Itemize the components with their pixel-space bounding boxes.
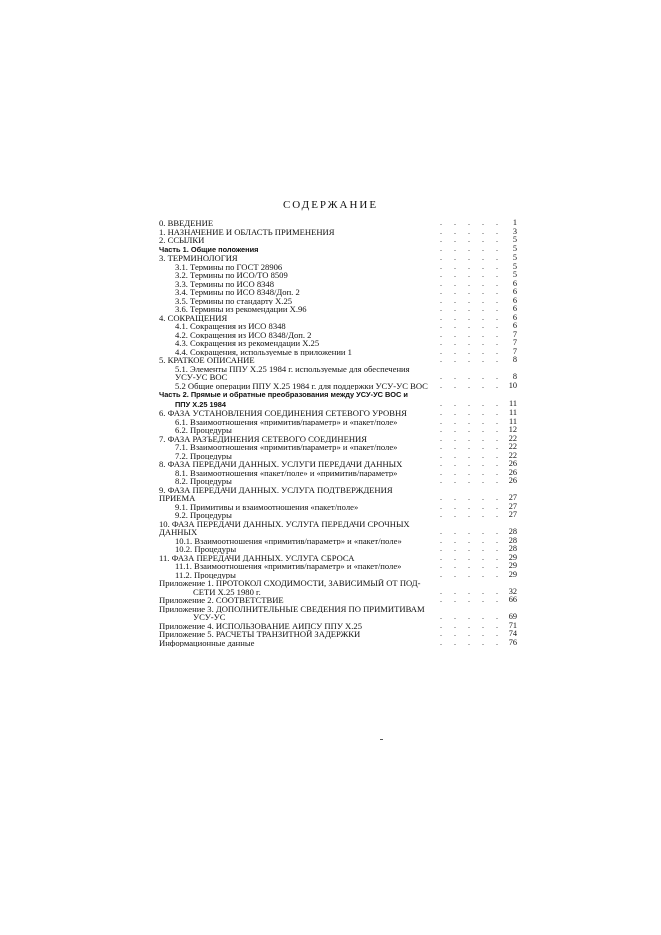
toc-entry-title: 3.4. Термины по ИСО 8348/Доп. 2 — [175, 288, 300, 297]
toc-entry — [159, 219, 517, 228]
toc-entry-page: 29 — [508, 562, 517, 570]
leader-dots: . . . . . — [440, 356, 503, 364]
toc-entry-title: 9. ФАЗА ПЕРЕДАЧИ ДАННЫХ. УСЛУГА ПОДТВЕРЖДЕНИЯ — [159, 485, 393, 494]
toc-entry-title: Часть 1. Общие положения — [159, 244, 259, 254]
toc-entry — [159, 331, 517, 340]
toc-entry-title: Приложение 3. ДОПОЛНИТЕЛЬНЫЕ СВЕДЕНИЯ ПО ПРИМИТИВАМ — [159, 604, 425, 613]
leader-dots: . . . . . — [440, 545, 503, 553]
toc-entry — [159, 571, 517, 580]
toc-entry-title: Информационные данные — [159, 638, 255, 647]
toc-entry-page: 27 — [508, 494, 517, 502]
toc-entry-title: 8. ФАЗА ПЕРЕДАЧИ ДАННЫХ. УСЛУГИ ПЕРЕДАЧИ ДАННЫХ — [159, 460, 403, 469]
toc-entry-page: 5 — [512, 254, 517, 262]
leader-dots: . . . . . — [440, 477, 503, 485]
toc-entry — [159, 562, 517, 571]
toc-entry-title: 10. ФАЗА ПЕРЕДАЧИ ДАННЫХ. УСЛУГА ПЕРЕДАЧИ СРОЧНЫХ — [159, 519, 410, 528]
leader-dots: . . . . . — [440, 219, 503, 227]
toc-entry — [159, 528, 517, 537]
toc-entry-page: 5 — [512, 271, 517, 279]
toc-entry — [159, 373, 517, 382]
leader-dots: . . . . . — [440, 313, 503, 322]
toc-entry-title: 3.5. Термины по стандарту Х.25 — [175, 296, 293, 305]
leader-dots: . . . . . — [440, 262, 503, 271]
toc-entry — [159, 469, 517, 478]
leader-dots: . . . . . — [440, 347, 503, 356]
leader-dots: . . . . . — [440, 443, 503, 451]
toc-entry — [159, 426, 517, 435]
toc-entry-title: ДАННЫХ — [159, 528, 198, 537]
toc-entry-page: 5 — [512, 236, 517, 244]
toc-entry-title: 7.2. Процедуры — [175, 451, 232, 460]
leader-dots: . . . . . — [440, 596, 503, 604]
toc-entry-page: 22 — [508, 434, 517, 443]
toc-entry-title: ПРИЕМА — [159, 494, 196, 503]
leader-dots: . . . . . — [440, 621, 503, 630]
toc-entry-page: 26 — [508, 468, 517, 477]
toc-entry — [159, 545, 517, 554]
toc-entry-title: 3.3. Термины по ИСО 8348 — [175, 279, 275, 288]
leader-dots: . . . . . — [440, 536, 503, 545]
toc-entry-page: 32 — [508, 587, 517, 596]
toc-entry-title: 10.2. Процедуры — [175, 545, 237, 554]
leader-dots: . . . . . — [440, 322, 503, 330]
toc-entry — [159, 435, 517, 444]
toc-entry-title: 9.1. Примитивы и взаимоотношения «пакет/поле» — [175, 502, 359, 511]
toc-entry-page: 71 — [508, 621, 517, 630]
toc-entry — [159, 263, 517, 272]
toc-entry-title: 11. ФАЗА ПЕРЕДАЧИ ДАННЫХ. УСЛУГА СБРОСА — [159, 553, 355, 562]
toc-entry — [159, 400, 517, 410]
toc-entry-title: 6.1. Взаимоотношения «примитив/параметр» и «пакет/поле» — [175, 417, 398, 426]
toc-entry-title: Приложение 5. РАСЧЕТЫ ТРАНЗИТНОЙ ЗАДЕРЖКИ — [159, 630, 361, 639]
toc-entry-page: 1 — [512, 219, 517, 227]
toc-entry-page: 11 — [509, 417, 517, 426]
leader-dots: . . . . . — [440, 271, 503, 279]
toc-entry — [159, 443, 517, 452]
toc-entry-page: 69 — [508, 613, 517, 621]
leader-dots: . . . . . — [440, 434, 503, 443]
toc-entry — [159, 460, 517, 469]
toc-entry-title: 4.1. Сокращения из ИСО 8348 — [175, 322, 286, 331]
toc-entry — [159, 356, 517, 365]
leader-dots: . . . . . — [440, 417, 503, 426]
toc-entry — [159, 322, 517, 331]
toc-entry-title: 6. ФАЗА УСТАНОВЛЕНИЯ СОЕДИНЕНИЯ СЕТЕВОГО УРОВНЯ — [159, 409, 407, 418]
leader-dots: . . . . . — [440, 638, 503, 647]
toc-title: СОДЕРЖАНИЕ — [282, 199, 379, 211]
toc-entry — [159, 503, 517, 512]
leader-dots: . . . . . — [440, 502, 503, 511]
toc-entry-title: 0. ВВЕДЕНИЕ — [159, 219, 214, 228]
toc-entry-title: 4.3. Сокращения из рекомендации Х.25 — [175, 339, 320, 348]
toc-entry-page: 27 — [508, 511, 517, 519]
toc-entry-title: СЕТИ Х.25 1980 г. — [193, 587, 261, 596]
leader-dots: . . . . . — [440, 511, 503, 519]
leader-dots: . . . . . — [440, 373, 503, 381]
toc-entry — [159, 537, 517, 546]
toc-entry — [159, 630, 517, 639]
toc-entry — [159, 639, 517, 648]
toc-entry-page: 12 — [508, 426, 517, 434]
leader-dots: . . . . . — [440, 279, 503, 288]
leader-dots: . . . . . — [440, 296, 503, 305]
leader-dots: . . . . . — [440, 236, 503, 244]
leader-dots: . . . . . — [440, 468, 503, 477]
toc-entry-title: 4.2. Сокращения из ИСО 8348/Доп. 2 — [175, 330, 312, 339]
toc-entry-title: 11.2. Процедуры — [175, 570, 236, 579]
toc-entry-page: 11 — [509, 399, 517, 408]
toc-entry-page: 6 — [512, 305, 517, 313]
toc-entry-page: 5 — [512, 244, 517, 253]
leader-dots: . . . . . — [440, 409, 503, 417]
toc-entry — [159, 511, 517, 520]
toc-entry-page: 3 — [512, 227, 517, 236]
toc-entry-page: 6 — [512, 313, 517, 322]
toc-entry-title: 7.1. Взаимоотношения «примитив/параметр» и «пакет/поле» — [175, 443, 398, 452]
toc-entry-title: 6.2. Процедуры — [175, 426, 232, 435]
toc-entry-title: 3.2. Термины по ИСО/ТО 8509 — [175, 271, 288, 280]
toc-entry-page: 26 — [508, 460, 517, 468]
leader-dots: . . . . . — [440, 613, 503, 621]
toc-entry — [159, 418, 517, 427]
leader-dots: . . . . . — [440, 587, 503, 596]
toc-entry-title: 8.1. Взаимоотношения «пакет/поле» и «примитив/параметр» — [175, 468, 398, 477]
toc-entry-page: 6 — [512, 322, 517, 330]
toc-entry — [159, 486, 517, 495]
toc-entry — [159, 409, 517, 418]
toc-entry-title: Приложение 4. ИСПОЛЬЗОВАНИЕ АИПСУ ППУ Х.25 — [159, 621, 363, 630]
toc-entry-title: 1. НАЗНАЧЕНИЕ И ОБЛАСТЬ ПРИМЕНЕНИЯ — [159, 227, 335, 236]
toc-entry — [159, 339, 517, 348]
toc-entry-title: 3.6. Термины из рекомендации Х.96 — [175, 305, 307, 314]
toc-entry-title: 9.2. Процедуры — [175, 511, 232, 520]
toc-entry — [159, 297, 517, 306]
toc-entry — [159, 271, 517, 280]
leader-dots: . . . . . — [440, 288, 503, 296]
toc-entry — [159, 305, 517, 314]
toc-entry-title: 2. ССЫЛКИ — [159, 236, 205, 245]
stray-mark — [380, 739, 383, 740]
leader-dots: . . . . . — [440, 528, 503, 536]
toc-entry — [159, 579, 517, 588]
toc-entry-title: 10.1. Взаимоотношения «примитив/параметр» и «пакет/поле» — [175, 536, 402, 545]
leader-dots: . . . . . — [440, 426, 503, 434]
toc-entry-page: 6 — [512, 296, 517, 305]
toc-entry-page: 22 — [508, 443, 517, 451]
toc-entry-page: 76 — [508, 638, 517, 647]
leader-dots: . . . . . — [440, 244, 503, 253]
leader-dots: . . . . . — [440, 630, 503, 638]
toc-entry-page: 7 — [512, 347, 517, 356]
toc-entry-page: 6 — [512, 279, 517, 288]
toc-entry-page: 74 — [508, 630, 517, 638]
toc-entry-title: 4. СОКРАЩЕНИЯ — [159, 313, 228, 322]
leader-dots: . . . . . — [440, 227, 503, 236]
toc-entry — [159, 245, 517, 255]
leader-dots: . . . . . — [440, 562, 503, 570]
toc-entry-title: 3.1. Термины по ГОСТ 28906 — [175, 262, 283, 271]
toc-entry-title: 4.4. Сокращения, используемые в приложении 1 — [175, 347, 352, 356]
leader-dots: . . . . . — [440, 330, 503, 339]
leader-dots: . . . . . — [440, 399, 503, 408]
leader-dots: . . . . . — [440, 339, 503, 347]
toc-entry-page: 27 — [508, 502, 517, 511]
toc-entry — [159, 605, 517, 614]
toc-entry-title: 5. КРАТКОЕ ОПИСАНИЕ — [159, 356, 255, 365]
toc-entry-title: 11.1. Взаимоотношения «примитив/параметр» и «пакет/поле» — [175, 562, 402, 571]
toc-entry — [159, 452, 517, 461]
toc-entry-page: 28 — [508, 536, 517, 545]
leader-dots: . . . . . — [440, 305, 503, 313]
toc-entry — [159, 236, 517, 245]
toc-entry-page: 28 — [508, 528, 517, 536]
toc-entry-title: 5.1. Элементы ППУ Х.25 1984 г. используемые для обеспечения — [175, 364, 410, 373]
toc-entry-title: УСУ-УС ВОС — [175, 373, 228, 382]
table-of-contents — [159, 219, 517, 647]
toc-entry-title: ППУ Х.25 1984 — [175, 399, 226, 409]
toc-entry — [159, 554, 517, 563]
toc-entry-page: 5 — [512, 262, 517, 271]
leader-dots: . . . . . — [440, 460, 503, 468]
leader-dots: . . . . . — [440, 570, 503, 579]
toc-entry — [159, 314, 517, 323]
toc-entry-title: Приложение 2. СООТВЕТСТВИЕ — [159, 596, 284, 605]
toc-entry-page: 8 — [512, 373, 517, 381]
toc-entry-page: 28 — [508, 545, 517, 553]
leader-dots: . . . . . — [440, 254, 503, 262]
toc-entry-title: 7. ФАЗА РАЗЪЕДИНЕНИЯ СЕТЕВОГО СОЕДИНЕНИЯ — [159, 434, 367, 443]
toc-entry — [159, 382, 517, 391]
toc-entry-title: 8.2. Процедуры — [175, 477, 232, 486]
toc-entry — [159, 494, 517, 503]
toc-entry — [159, 254, 517, 263]
toc-entry — [159, 588, 517, 597]
toc-entry-page: 22 — [508, 451, 517, 460]
toc-entry-page: 7 — [512, 339, 517, 347]
toc-entry-page: 6 — [512, 288, 517, 296]
toc-entry — [159, 365, 517, 374]
toc-entry — [159, 390, 517, 400]
toc-entry — [159, 613, 517, 622]
leader-dots: . . . . . — [440, 381, 503, 390]
toc-entry-page: 26 — [508, 477, 517, 485]
toc-entry — [159, 228, 517, 237]
toc-entry-page: 8 — [512, 356, 517, 364]
toc-entry-page: 29 — [508, 553, 517, 562]
toc-entry-title: 5.2 Общие операции ППУ Х.25 1984 г. для поддержки УСУ-УС ВОС — [175, 381, 428, 390]
toc-entry — [159, 280, 517, 289]
toc-entry-page: 10 — [508, 381, 517, 390]
toc-entry-page: 11 — [509, 409, 517, 417]
toc-entry — [159, 288, 517, 297]
toc-entry-title: УСУ-УС — [193, 613, 226, 622]
leader-dots: . . . . . — [440, 553, 503, 562]
toc-entry-page: 29 — [508, 570, 517, 579]
toc-entry — [159, 596, 517, 605]
toc-entry — [159, 520, 517, 529]
toc-entry — [159, 477, 517, 486]
leader-dots: . . . . . — [440, 494, 503, 502]
toc-entry-page: 7 — [512, 330, 517, 339]
toc-entry — [159, 348, 517, 357]
toc-entry-title: Приложение 1. ПРОТОКОЛ СХОДИМОСТИ, ЗАВИСИМЫЙ ОТ ПОД- — [159, 579, 421, 588]
toc-entry-page: 66 — [508, 596, 517, 604]
toc-entry-title: 3. ТЕРМИНОЛОГИЯ — [159, 254, 238, 263]
toc-entry — [159, 622, 517, 631]
leader-dots: . . . . . — [440, 451, 503, 460]
toc-entry-title: Часть 2. Прямые и обратные преобразования между УСУ-УС ВОС и — [159, 390, 408, 399]
